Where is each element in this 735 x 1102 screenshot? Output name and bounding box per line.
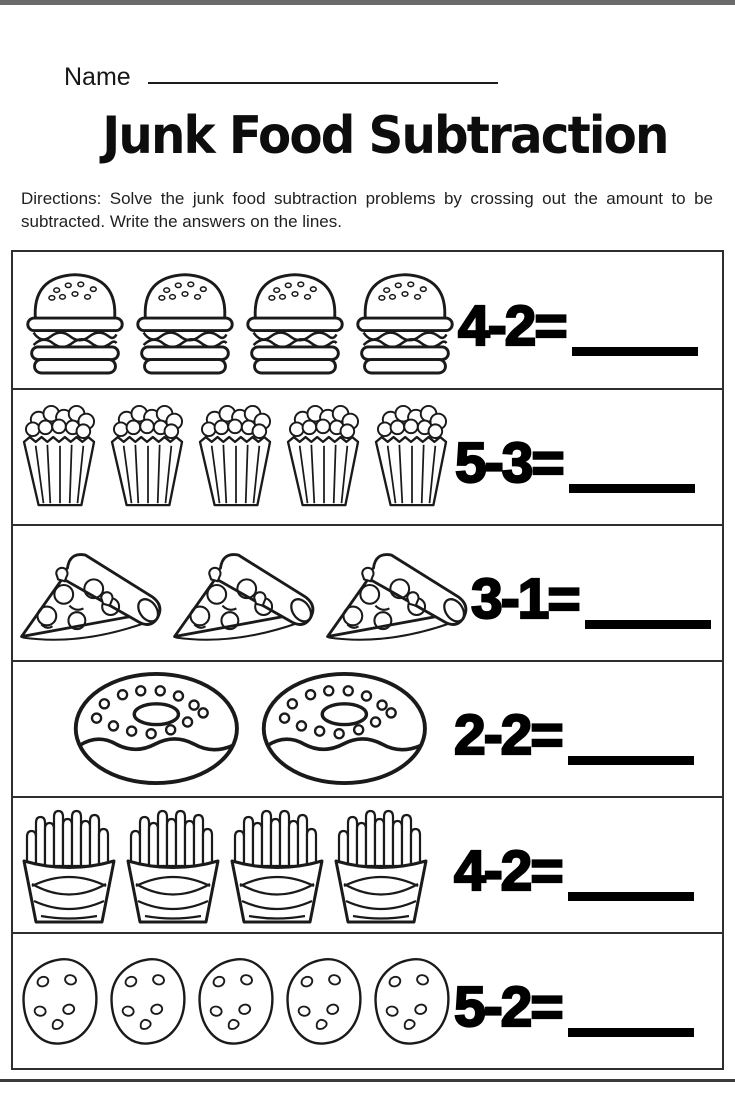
equation-text: 2-2= — [454, 703, 562, 768]
problem-row-6-cookie — [13, 932, 722, 1068]
answer-line[interactable] — [569, 484, 695, 493]
food-group-popcorn — [13, 403, 455, 510]
top-border-bar — [0, 0, 735, 5]
equation-line — [454, 975, 694, 1040]
food-group-cookie — [13, 954, 454, 1048]
french-fries-icon[interactable] — [123, 804, 223, 926]
answer-line[interactable] — [572, 347, 698, 356]
popcorn-icon[interactable] — [17, 403, 103, 510]
directions-text: Directions: Solve the junk food subtraction problems by crossing out the amount to be subtracted. Write the answers on the lines. — [21, 189, 713, 231]
donut-icon[interactable] — [69, 670, 245, 787]
food-group-hamburger — [13, 265, 458, 375]
equation-cell — [454, 700, 722, 768]
answer-line[interactable] — [568, 892, 694, 901]
equation-cell — [458, 291, 726, 359]
donut-icon[interactable] — [257, 670, 433, 787]
pizza-slice-icon[interactable] — [321, 540, 471, 645]
equation-text: 3-1= — [471, 567, 579, 632]
equation-line — [471, 567, 711, 632]
food-group-fries — [13, 804, 454, 926]
equation-cell — [454, 972, 722, 1040]
equation-text: 4-2= — [454, 839, 562, 904]
cookie-icon[interactable] — [281, 954, 366, 1048]
food-group-pizza — [13, 540, 471, 645]
answer-line[interactable] — [568, 756, 694, 765]
popcorn-icon[interactable] — [105, 403, 191, 510]
cookie-icon[interactable] — [17, 954, 102, 1048]
equation-line — [454, 703, 694, 768]
equation-cell — [454, 836, 722, 904]
name-blank-line[interactable] — [148, 82, 498, 84]
equation-cell — [455, 428, 723, 496]
problem-row-1-hamburger — [13, 252, 722, 388]
cookie-icon[interactable] — [105, 954, 190, 1048]
problem-row-5-fries — [13, 796, 722, 932]
problem-row-2-popcorn — [13, 388, 722, 524]
french-fries-icon[interactable] — [227, 804, 327, 926]
hamburger-icon[interactable] — [242, 265, 348, 375]
food-group-donut — [13, 670, 454, 787]
answer-line[interactable] — [585, 620, 711, 629]
page-title-text: Junk Food Subtraction — [101, 106, 668, 166]
cookie-icon[interactable] — [193, 954, 278, 1048]
popcorn-icon[interactable] — [281, 403, 367, 510]
french-fries-icon[interactable] — [331, 804, 431, 926]
equation-text: 4-2= — [458, 294, 566, 359]
equation-text: 5-2= — [454, 975, 562, 1040]
problem-row-3-pizza — [13, 524, 722, 660]
equation-cell — [471, 564, 735, 632]
bottom-border-line — [0, 1079, 735, 1082]
cookie-icon[interactable] — [369, 954, 454, 1048]
problem-row-4-donut — [13, 660, 722, 796]
popcorn-icon[interactable] — [193, 403, 279, 510]
equation-line — [455, 431, 695, 496]
problems-table — [11, 250, 724, 1070]
popcorn-icon[interactable] — [369, 403, 455, 510]
answer-line[interactable] — [568, 1028, 694, 1037]
equation-line — [454, 839, 694, 904]
pizza-slice-icon[interactable] — [15, 540, 165, 645]
equation-text: 5-3= — [455, 431, 563, 496]
french-fries-icon[interactable] — [19, 804, 119, 926]
hamburger-icon[interactable] — [352, 265, 458, 375]
hamburger-icon[interactable] — [22, 265, 128, 375]
equation-line — [458, 294, 698, 359]
name-row — [64, 57, 735, 91]
hamburger-icon[interactable] — [132, 265, 238, 375]
pizza-slice-icon[interactable] — [168, 540, 318, 645]
page-title — [0, 105, 735, 167]
name-label: Name — [64, 62, 131, 91]
